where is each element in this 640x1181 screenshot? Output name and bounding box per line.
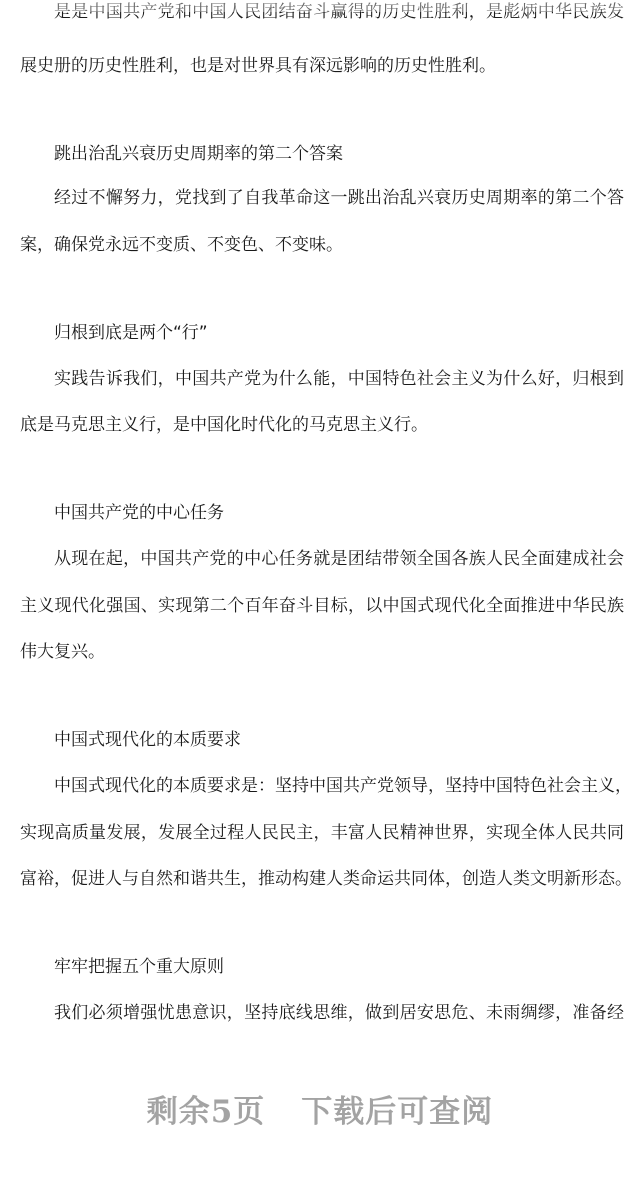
section-3-line-1: 从现在起，中国共产党的中心任务就是团结带领全国各族人民全面建成社会 — [54, 549, 624, 569]
section-heading-5: 牢牢把握五个重大原则 — [54, 957, 224, 977]
section-heading-2: 归根到底是两个“行” — [54, 323, 208, 343]
section-1-line-2: 案，确保党永远不变质、不变色、不变味。 — [20, 235, 343, 255]
section-heading-3: 中国共产党的中心任务 — [54, 503, 224, 523]
top-cutoff-fade — [0, 0, 640, 12]
section-1-line-1: 经过不懈努力，党找到了自我革命这一跳出治乱兴衰历史周期率的第二个答 — [54, 188, 624, 208]
section-4-line-1: 中国式现代化的本质要求是：坚持中国共产党领导，坚持中国特色社会主义， — [54, 776, 632, 796]
remaining-pages-label: 剩余5页 — [146, 1094, 266, 1130]
section-3-line-2: 主义现代化强国、实现第二个百年奋斗目标，以中国式现代化全面推进中华民族 — [20, 596, 624, 616]
section-4-line-3: 富裕，促进人与自然和谐共生，推动构建人类命运共同体，创造人类文明新形态。 — [20, 869, 632, 889]
section-4-line-2: 实现高质量发展，发展全过程人民民主，丰富人民精神世界，实现全体人民共同 — [20, 823, 624, 843]
section-2-line-1: 实践告诉我们，中国共产党为什么能，中国特色社会主义为什么好，归根到 — [54, 369, 624, 389]
intro-line-2: 展史册的历史性胜利，也是对世界具有深远影响的历史性胜利。 — [20, 56, 496, 76]
section-5-line-1: 我们必须增强忧患意识，坚持底线思维，做到居安思危、未雨绸缪，准备经 — [54, 1003, 624, 1023]
section-heading-4: 中国式现代化的本质要求 — [54, 730, 241, 750]
download-to-read-more-button[interactable] — [0, 1092, 640, 1132]
download-to-view-label: 下载后可查阅 — [301, 1094, 494, 1130]
section-3-line-3: 伟大复兴。 — [20, 642, 105, 662]
section-heading-1: 跳出治乱兴衰历史周期率的第二个答案 — [54, 144, 343, 164]
section-2-line-2: 底是马克思主义行，是中国化时代化的马克思主义行。 — [20, 415, 428, 435]
intro-line-1: 是是中国共产党和中国人民团结奋斗赢得的历史性胜利，是彪炳中华民族发 — [54, 2, 624, 22]
